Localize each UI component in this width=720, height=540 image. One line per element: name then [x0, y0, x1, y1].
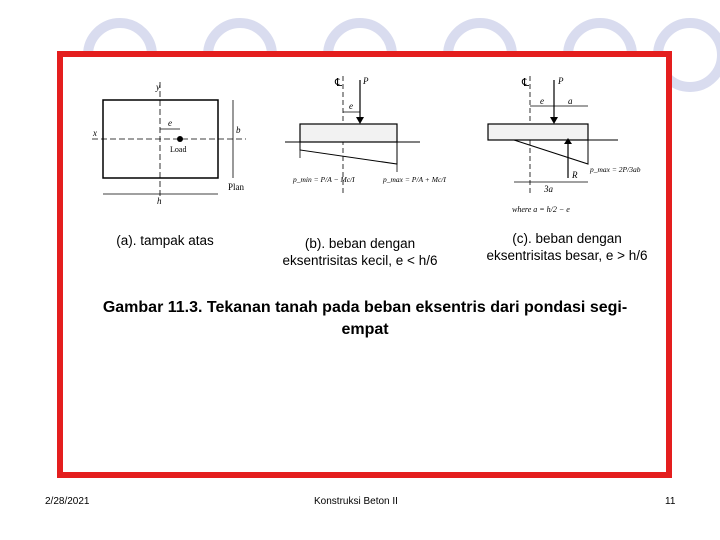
fig-c-where-label: where a = h/2 − e	[512, 205, 570, 214]
fig-b-pmax-label: p_max = P/A + Mc/I	[383, 175, 446, 184]
fig-b-pmin-label: p_min = P/A − Mc/I	[293, 175, 355, 184]
figure-b-small-eccentricity	[285, 74, 475, 204]
fig-a-h-label: h	[157, 196, 162, 206]
fig-a-y-label: y	[156, 82, 160, 92]
label-c: (c). beban dengan eksentrisitas besar, e > h/6	[486, 231, 648, 263]
fig-b-e-label: e	[349, 101, 353, 111]
fig-a-e-label: e	[168, 118, 172, 128]
fig-c-e-label: e	[540, 96, 544, 106]
fig-a-plan-label: Plan	[228, 182, 245, 192]
figure-c-large-eccentricity	[478, 74, 668, 224]
fig-c-a-label: a	[568, 96, 573, 106]
label-a: (a). tampak atas	[116, 233, 214, 248]
label-b: (b). beban dengan eksentrisitas kecil, e < h/6	[282, 236, 438, 268]
figure-caption: Gambar 11.3. Tekanan tanah pada beban eksentris dari pondasi segi-empat	[102, 299, 628, 338]
footer-date: 2/28/2021	[45, 496, 90, 507]
fig-b-cl-label: ℄	[335, 77, 343, 89]
fig-c-3a-label: 3a	[544, 184, 553, 194]
fig-c-cl-label: ℄	[522, 77, 530, 89]
footer-course: Konstruksi Beton II	[314, 496, 398, 507]
fig-c-r-label: R	[572, 170, 578, 180]
footer-page-number: 11	[665, 496, 676, 507]
fig-a-load-label: Load	[170, 145, 187, 154]
fig-c-p-label: P	[558, 76, 564, 86]
fig-a-b-label: b	[236, 125, 241, 135]
figure-a-plan	[88, 78, 258, 208]
fig-a-x-label: x	[93, 128, 97, 138]
fig-c-pmax-label: p_max = 2P/3ab	[590, 165, 641, 174]
fig-b-p-label: P	[363, 76, 369, 86]
